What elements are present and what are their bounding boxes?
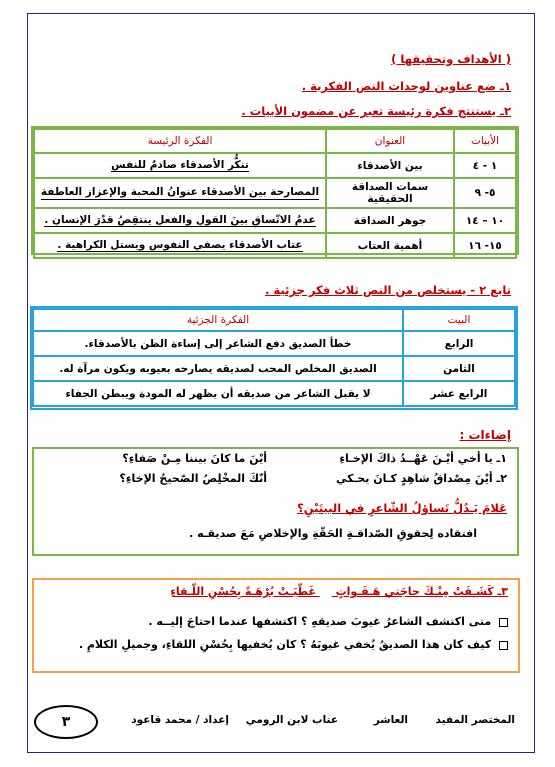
task-2: ٢ـ يستنتج فكرة رئيسة تعبر عن مضمون الأبيات . [241,104,511,118]
task-2-continued: تابع ٢ - يستخلص من النص ثلاث فكر جزئية . [265,283,511,297]
cell-verses: ٥- ٩ [454,178,516,208]
table-row [34,178,516,208]
cell-verse: الرابع [403,331,515,356]
verse-2-left: أنّكَ المخْلِصُ الصّحيحُ الإخاءِ؟ [119,472,267,485]
cell-idea: الصديق المخلص المحب لصديقه يصارحه بعيوبه ويكون مرآة له. [33,356,403,381]
section-3-a1: اكتشفها عندما احتاجَ إليــه . [148,615,298,628]
page-number: ٣ [34,705,98,739]
partial-ideas-table [30,306,518,410]
header-title: العنوان [326,129,454,153]
insights-question: عَلامَ يَـدُلُّ تَساؤلُ الشّاعرِ في البيتَيْنِ؟ [297,501,507,515]
header-partial-idea: الفكرة الجزئية [33,309,403,331]
section-3-q1-line [148,615,508,628]
checkbox-icon[interactable] [499,641,508,650]
cell-idea: خطأ الصديق دفع الشاعر إلى إساءة الظن بالأصدقاء. [33,331,403,356]
cell-title: سمات الصداقة الحقيقية [326,178,454,208]
idea-text: عدمُ الاتّساقِ بينَ القولِ والفعلِ ينتقِصُ قدْرَ الإنسانِ . [44,213,316,226]
cell-idea [34,233,326,258]
task-1: ١ـ ضع عناوين لوحدات النص الفكرية . [301,79,511,93]
checkbox-icon[interactable] [499,618,508,627]
cell-verses: ١ - ٤ [454,153,516,178]
idea-text: عتاب الأصدقاء يصفي النفوس ويستل الكراهية . [57,238,303,251]
cell-verses: ١٠ – ١٤ [454,208,516,233]
goals-header: ( الأهداف وتحقيقها ) [391,52,511,66]
cell-idea [34,178,326,208]
cell-idea [34,208,326,233]
insights-box [32,447,519,556]
section-3-a2: كان يُخفيها بِحُسْنِ اللقاءِ، وجميلِ الكلامِ . [78,638,297,651]
table-row [33,331,515,356]
cell-title: بين الأصدقاء [326,153,454,178]
verse-1-left: أيْنَ ما كانَ بيننا مِـنْ صَفاءِ؟ [122,452,267,465]
cell-idea [34,153,326,178]
cell-verses: ١٥- ١٦ [454,233,516,258]
section-3-verse-left: غَطّيَـتْ بُرْهَـةً بِحُسْنِ اللّـقاءِ [170,585,316,598]
cell-title: أهمية العتاب [326,233,454,258]
table-row [34,153,516,178]
header-main-idea: الفكرة الرئيسة [34,129,326,153]
table-row [33,356,515,381]
section-3-q2: كيف كان هذا الصديقُ يُخفي غيوبَهُ ؟ [300,638,492,651]
footer-lesson: عتاب لابن الرومي [245,714,338,726]
insights-answer: افتقاده لِحقوقِ الصّداقـةِ الحَقّةِ والإخلاصِ مَعَ صديقـه . [189,527,477,540]
table-row [33,381,515,406]
idea-text: تنكُّر الأصدقاء صادمٌ للنفس [111,158,249,171]
header-verse: البيت [403,309,515,331]
verse-1-right: ١ـ يا أخي أيْـنَ عَهْــدُ ذاكَ الإخـاءِ [339,452,507,465]
cell-title: جوهر الصداقة [326,208,454,233]
table-row [34,208,516,233]
insights-title: إضاءات : [459,428,511,442]
idea-text: المصارحة بين الأصدقاء عنوانُ المحبة والإعزاز العاطفة [40,186,320,199]
cell-idea: لا يقبل الشاعر من صديقه أن يظهر له المودة ويبطن الجفاء [33,381,403,406]
footer-book: المختصر المفيد [435,714,515,726]
cell-verse: الثامن [403,356,515,381]
section-3-q1: متى اكتشف الشاعرُ غيوبَ صديقهِ ؟ [301,615,492,628]
footer-author: إعداد / محمد قاعود [131,714,229,726]
cell-verse: الرابع عشر [403,381,515,406]
footer-grade: العاشر [373,714,408,726]
main-ideas-table [31,126,519,255]
section-3-verse-right: ٣ـ كَشَـفَتْ مِنْـكَ حاجَتي هَـفَـواتٍ [335,585,508,598]
section-3-q2-line [79,638,508,651]
verse-2-right: ٢ـ أيْنَ مِصْداقُ شاهِدٍ كـانَ يحـكي [336,472,507,485]
section-3-box [32,578,520,673]
table-row [34,233,516,258]
header-verses: الأبيات [454,129,516,153]
